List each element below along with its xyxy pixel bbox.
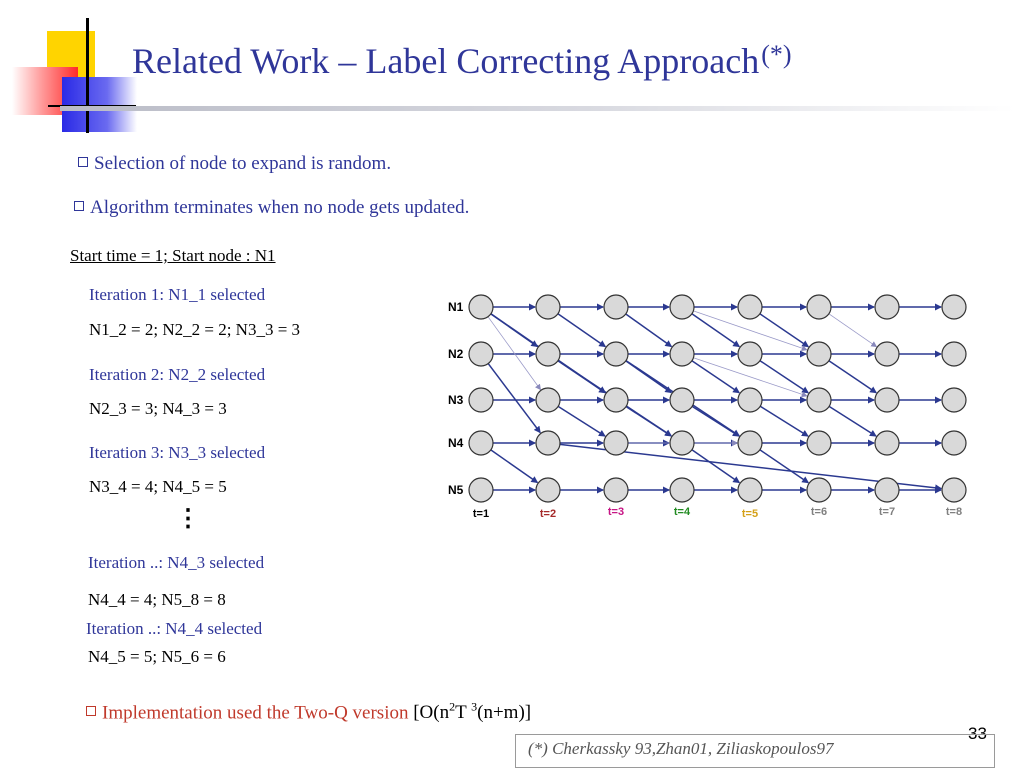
network-node — [807, 431, 831, 455]
iteration-label: Iteration 2: N2_2 selected — [89, 365, 266, 384]
node-row-label: N2 — [448, 347, 464, 361]
network-node — [469, 431, 493, 455]
start-condition: Start time = 1; Start node : N1 — [70, 246, 276, 265]
time-step-label: t=1 — [472, 508, 490, 520]
network-node — [670, 295, 694, 319]
network-node — [604, 388, 628, 412]
light-edge — [829, 314, 876, 347]
network-node — [670, 342, 694, 366]
network-node — [875, 342, 899, 366]
network-node — [469, 342, 493, 366]
bullet-text: Algorithm terminates when no node gets updated. — [90, 197, 470, 218]
time-step-label: t=4 — [673, 506, 691, 518]
node-row-label: N5 — [448, 483, 464, 497]
bullet-text: Selection of node to expand is random. — [94, 153, 392, 174]
time-step-label: t=6 — [810, 506, 828, 518]
page-number: 33 — [968, 724, 987, 743]
network-node — [604, 342, 628, 366]
network-node — [875, 478, 899, 502]
iteration-result: N1_2 = 2; N2_2 = 2; N3_3 = 3 — [89, 320, 301, 339]
network-node — [536, 431, 560, 455]
network-edge — [488, 364, 540, 433]
slide-title-footnote-mark: (*) — [761, 40, 792, 69]
network-edge — [558, 314, 605, 347]
network-node — [536, 295, 560, 319]
iteration-result: N4_5 = 5; N5_6 = 6 — [88, 647, 226, 666]
time-step-label: t=3 — [607, 506, 625, 518]
network-edge — [829, 361, 876, 393]
time-step-label: t=5 — [741, 508, 759, 520]
network-node — [875, 388, 899, 412]
citation-text: (*) Cherkassky 93,Zhan01, Ziliaskopoulos97 — [528, 739, 834, 758]
network-node — [738, 478, 762, 502]
network-node — [942, 388, 966, 412]
node-row-label: N4 — [448, 436, 464, 450]
complexity-exponent: 2 — [449, 700, 456, 714]
network-node — [738, 342, 762, 366]
bullet-square-icon — [86, 706, 96, 716]
implementation-text: Implementation used the Two-Q version — [102, 702, 409, 724]
network-node — [942, 478, 966, 502]
network-edge — [626, 407, 671, 436]
complexity-part: (n+m)] — [477, 702, 532, 724]
network-node — [469, 478, 493, 502]
implementation-note — [86, 700, 531, 724]
network-edge — [491, 450, 538, 483]
network-node — [807, 295, 831, 319]
network-edge — [760, 450, 808, 483]
network-node — [670, 431, 694, 455]
complexity-part: T — [455, 702, 472, 724]
network-node — [807, 388, 831, 412]
network-edge — [558, 406, 605, 436]
ellipsis-dots: ⋮ — [176, 506, 200, 532]
complexity-formula — [413, 702, 531, 723]
iteration-label: Iteration 1: N1_1 selected — [89, 285, 266, 304]
network-node — [738, 295, 762, 319]
network-node — [942, 342, 966, 366]
network-node — [807, 342, 831, 366]
time-step-label: t=8 — [945, 506, 963, 518]
network-node — [536, 342, 560, 366]
iteration-label: Iteration 3: N3_3 selected — [89, 443, 266, 462]
network-edge — [692, 450, 739, 483]
network-node — [469, 295, 493, 319]
time-step-label: t=2 — [539, 508, 557, 520]
network-node — [875, 431, 899, 455]
light-edge — [488, 317, 540, 390]
iteration-result: N2_3 = 3; N4_3 = 3 — [89, 399, 227, 418]
network-nodes — [469, 295, 966, 502]
network-node — [942, 431, 966, 455]
time-step-label: t=7 — [878, 506, 896, 518]
iteration-label: Iteration ..: N4_3 selected — [88, 553, 265, 572]
network-node — [738, 431, 762, 455]
complexity-part: [O(n — [413, 702, 450, 724]
network-node — [536, 388, 560, 412]
network-node — [604, 295, 628, 319]
network-node — [807, 478, 831, 502]
network-node — [536, 478, 560, 502]
network-node — [604, 478, 628, 502]
network-edge — [829, 406, 876, 436]
network-node — [875, 295, 899, 319]
network-edge — [760, 406, 808, 436]
network-node — [670, 388, 694, 412]
slide-title-text: Related Work – Label Correcting Approach — [132, 41, 760, 81]
network-node — [604, 431, 628, 455]
node-row-label: N3 — [448, 393, 464, 407]
network-node — [469, 388, 493, 412]
node-row-label: N1 — [448, 300, 464, 314]
network-node — [670, 478, 694, 502]
iteration-result: N3_4 = 4; N4_5 = 5 — [89, 477, 227, 496]
iteration-result: N4_4 = 4; N5_8 = 8 — [88, 590, 226, 609]
network-edge — [626, 314, 672, 347]
network-node — [738, 388, 762, 412]
iteration-label: Iteration ..: N4_4 selected — [86, 619, 263, 638]
network-edge — [692, 406, 739, 436]
network-node — [942, 295, 966, 319]
complexity-exponent: 3 — [471, 700, 478, 714]
